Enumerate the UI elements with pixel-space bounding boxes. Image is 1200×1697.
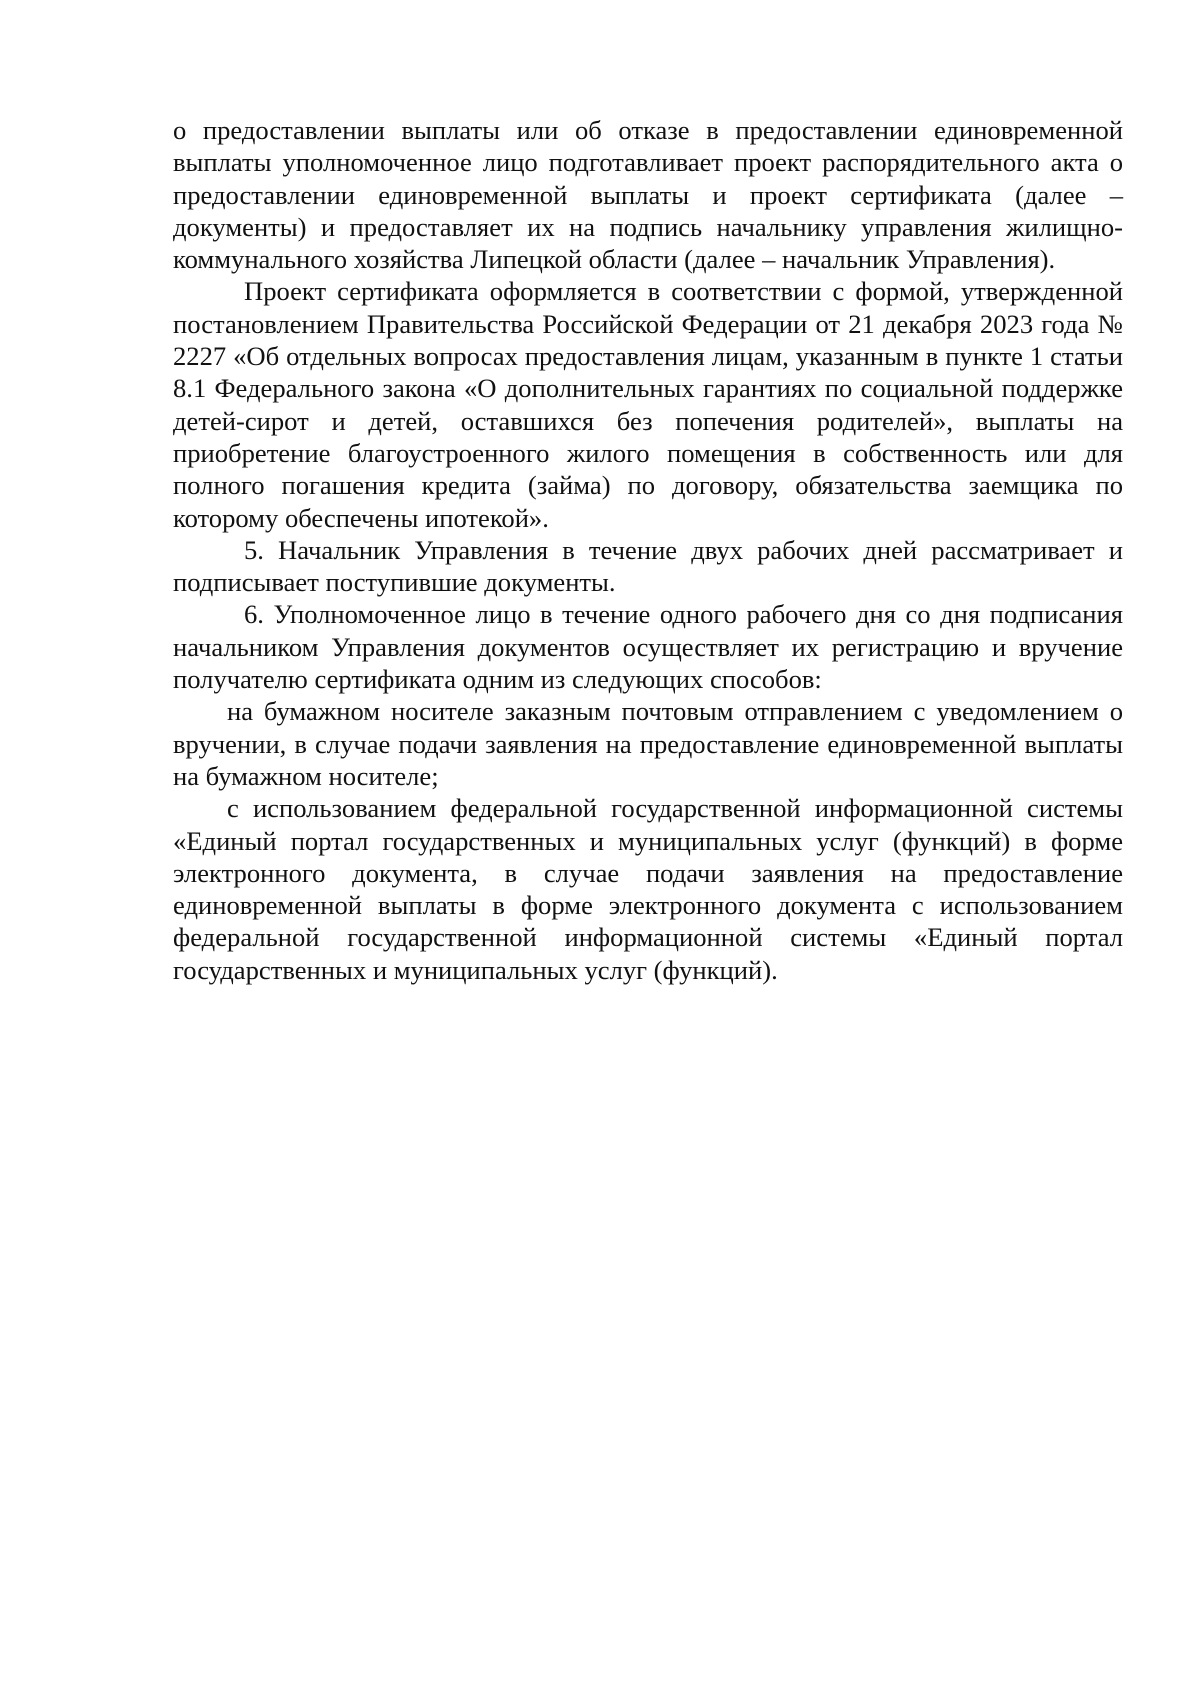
paragraph-certificate-form: Проект сертификата оформляется в соответствии с формой, утвержденной постановлением Правительства Российской Федерации от 21 декабря 2023 года № 2227 «Об отдельных вопросах предоставления лицам, указанным в пункте 1 статьи 8.1 Федерального закона «О дополнительных гарантиях по социальной поддержке детей-сирот и детей, оставшихся без попечения родителей», выплаты на приобретение благоустроенного жилого помещения в собственность или для полного погашения кредита (займа) по договору, обязательства заемщика по которому обеспечены ипотекой». bbox=[173, 276, 1123, 533]
paragraph-continuation: о предоставлении выплаты или об отказе в предоставлении единовременной выплаты уполномоченное лицо подготавливает проект распорядительного акта о предоставлении единовременной выплаты и проект сертификата (далее – документы) и предоставляет их на подпись начальнику управления жилищно-коммунального хозяйства Липецкой области (далее – начальник Управления). bbox=[173, 115, 1123, 275]
paragraph-paper-delivery: на бумажном носителе заказным почтовым отправлением с уведомлением о вручении, в случае подачи заявления на предоставление единовременной выплаты на бумажном носителе; bbox=[173, 696, 1123, 791]
paragraph-item-6: 6. Уполномоченное лицо в течение одного рабочего дня со дня подписания начальником Управления документов осуществляет их регистрацию и вручение получателю сертификата одним из следующих способов: bbox=[173, 599, 1123, 695]
paragraph-item-5: 5. Начальник Управления в течение двух рабочих дней рассматривает и подписывает поступившие документы. bbox=[173, 534, 1123, 598]
paragraph-electronic-delivery: с использованием федеральной государственной информационной системы «Единый портал государственных и муниципальных услуг (функций) в форме электронного документа, в случае подачи заявления на предоставление единовременной выплаты в форме электронного документа с использованием федеральной государственной информационной системы «Единый портал государственных и муниципальных услуг (функций). bbox=[173, 793, 1123, 985]
document-body bbox=[173, 114, 1123, 986]
